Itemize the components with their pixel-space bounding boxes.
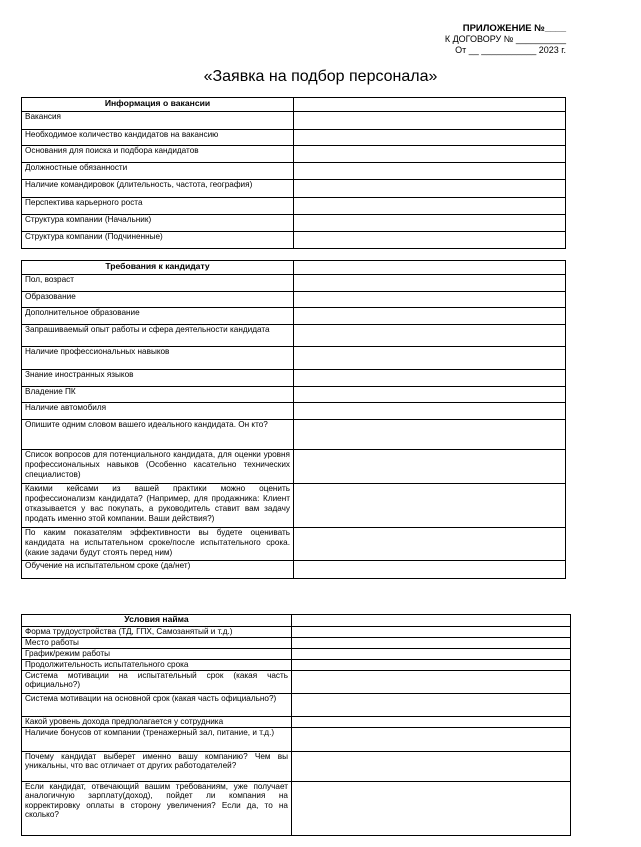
- value-cell[interactable]: [292, 671, 571, 694]
- value-cell[interactable]: [292, 615, 571, 627]
- value-cell[interactable]: [294, 403, 566, 420]
- field-label: Почему кандидат выберет именно вашу компанию? Чем вы уникальны, что вас отличает от других работодателей?: [22, 752, 292, 782]
- contract-number: К ДОГОВОРУ № __________: [444, 34, 566, 44]
- field-label: Должностные обязанности: [22, 163, 294, 180]
- field-label: Наличие автомобиля: [22, 403, 294, 420]
- appendix-number: ПРИЛОЖЕНИЕ №____: [462, 23, 566, 34]
- field-label: Продолжительность испытательного срока: [22, 660, 292, 671]
- value-cell[interactable]: [292, 694, 571, 717]
- value-cell[interactable]: [294, 370, 566, 387]
- value-cell[interactable]: [294, 450, 566, 484]
- value-cell[interactable]: [294, 275, 566, 292]
- field-label: Если кандидат, отвечающий вашим требованиям, уже получает аналогичную зарплату(доход), пойдет ли компания на корректировку оплаты в сторону увеличения? Если да, то на сколько?: [22, 782, 292, 836]
- section-heading: Условия найма: [22, 615, 292, 627]
- value-cell[interactable]: [292, 660, 571, 671]
- field-label: Дополнительное образование: [22, 308, 294, 325]
- field-label: Форма трудоустройства (ТД, ГПХ, Самозанятый и т.д.): [22, 627, 292, 638]
- vacancy-info-table: [21, 97, 566, 249]
- field-label: Структура компании (Подчиненные): [22, 232, 294, 249]
- field-label: Пол, возраст: [22, 275, 294, 292]
- section-heading: Информация о вакансии: [22, 98, 294, 112]
- field-label: Вакансия: [22, 112, 294, 130]
- field-label: Наличие профессиональных навыков: [22, 347, 294, 370]
- field-label: Какими кейсами из вашей практики можно оценить профессионализм кандидата? (Например, для продажника: Клиент отказывается у вас покупать, а руководитель ставит вам задачу продать именно этой компании. Ваши действия?): [22, 484, 294, 528]
- value-cell[interactable]: [294, 292, 566, 308]
- value-cell[interactable]: [294, 420, 566, 450]
- value-cell[interactable]: [292, 638, 571, 649]
- value-cell[interactable]: [292, 649, 571, 660]
- value-cell[interactable]: [294, 232, 566, 249]
- field-label: Структура компании (Начальник): [22, 215, 294, 232]
- value-cell[interactable]: [294, 561, 566, 579]
- value-cell[interactable]: [294, 325, 566, 347]
- value-cell[interactable]: [294, 528, 566, 561]
- candidate-requirements-table: [21, 260, 566, 579]
- value-cell[interactable]: [292, 782, 571, 836]
- value-cell[interactable]: [294, 484, 566, 528]
- document-title: «Заявка на подбор персонала»: [203, 68, 438, 85]
- field-label: Наличие командировок (длительность, частота, география): [22, 180, 294, 198]
- value-cell[interactable]: [294, 215, 566, 232]
- field-label: Образование: [22, 292, 294, 308]
- value-cell[interactable]: [294, 130, 566, 146]
- field-label: Перспектива карьерного роста: [22, 198, 294, 215]
- field-label: Обучение на испытательном сроке (да/нет): [22, 561, 294, 579]
- value-cell[interactable]: [294, 198, 566, 215]
- field-label: Наличие бонусов от компании (тренажерный зал, питание, и т.д.): [22, 728, 292, 752]
- field-label: Место работы: [22, 638, 292, 649]
- contract-date: От __ ___________ 2023 г.: [455, 45, 566, 55]
- field-label: Какой уровень дохода предполагается у сотрудника: [22, 717, 292, 728]
- value-cell[interactable]: [292, 728, 571, 752]
- value-cell[interactable]: [294, 347, 566, 370]
- field-label: Запрашиваемый опыт работы и сфера деятельности кандидата: [22, 325, 294, 347]
- field-label: Необходимое количество кандидатов на вакансию: [22, 130, 294, 146]
- value-cell[interactable]: [294, 112, 566, 130]
- section-heading: Требования к кандидату: [22, 261, 294, 275]
- value-cell[interactable]: [292, 717, 571, 728]
- value-cell[interactable]: [294, 163, 566, 180]
- value-cell[interactable]: [294, 308, 566, 325]
- value-cell[interactable]: [294, 261, 566, 275]
- value-cell[interactable]: [292, 752, 571, 782]
- field-label: Опишите одним словом вашего идеального кандидата. Он кто?: [22, 420, 294, 450]
- value-cell[interactable]: [294, 98, 566, 112]
- field-label: Система мотивации на испытательный срок (какая часть официально?): [22, 671, 292, 694]
- field-label: График/режим работы: [22, 649, 292, 660]
- field-label: Основания для поиска и подбора кандидатов: [22, 146, 294, 163]
- value-cell[interactable]: [294, 387, 566, 403]
- field-label: Список вопросов для потенциального кандидата, для оценки уровня профессиональных навыков (Особенно касательно технических специалистов): [22, 450, 294, 484]
- field-label: Знание иностранных языков: [22, 370, 294, 387]
- value-cell[interactable]: [294, 180, 566, 198]
- field-label: По каким показателям эффективности вы будете оценивать кандидата на испытательном сроке/после испытательного срока. (какие задачи будут стоять перед ним): [22, 528, 294, 561]
- field-label: Система мотивации на основной срок (какая часть официально?): [22, 694, 292, 717]
- field-label: Владение ПК: [22, 387, 294, 403]
- value-cell[interactable]: [292, 627, 571, 638]
- hiring-conditions-table: [21, 614, 571, 836]
- value-cell[interactable]: [294, 146, 566, 163]
